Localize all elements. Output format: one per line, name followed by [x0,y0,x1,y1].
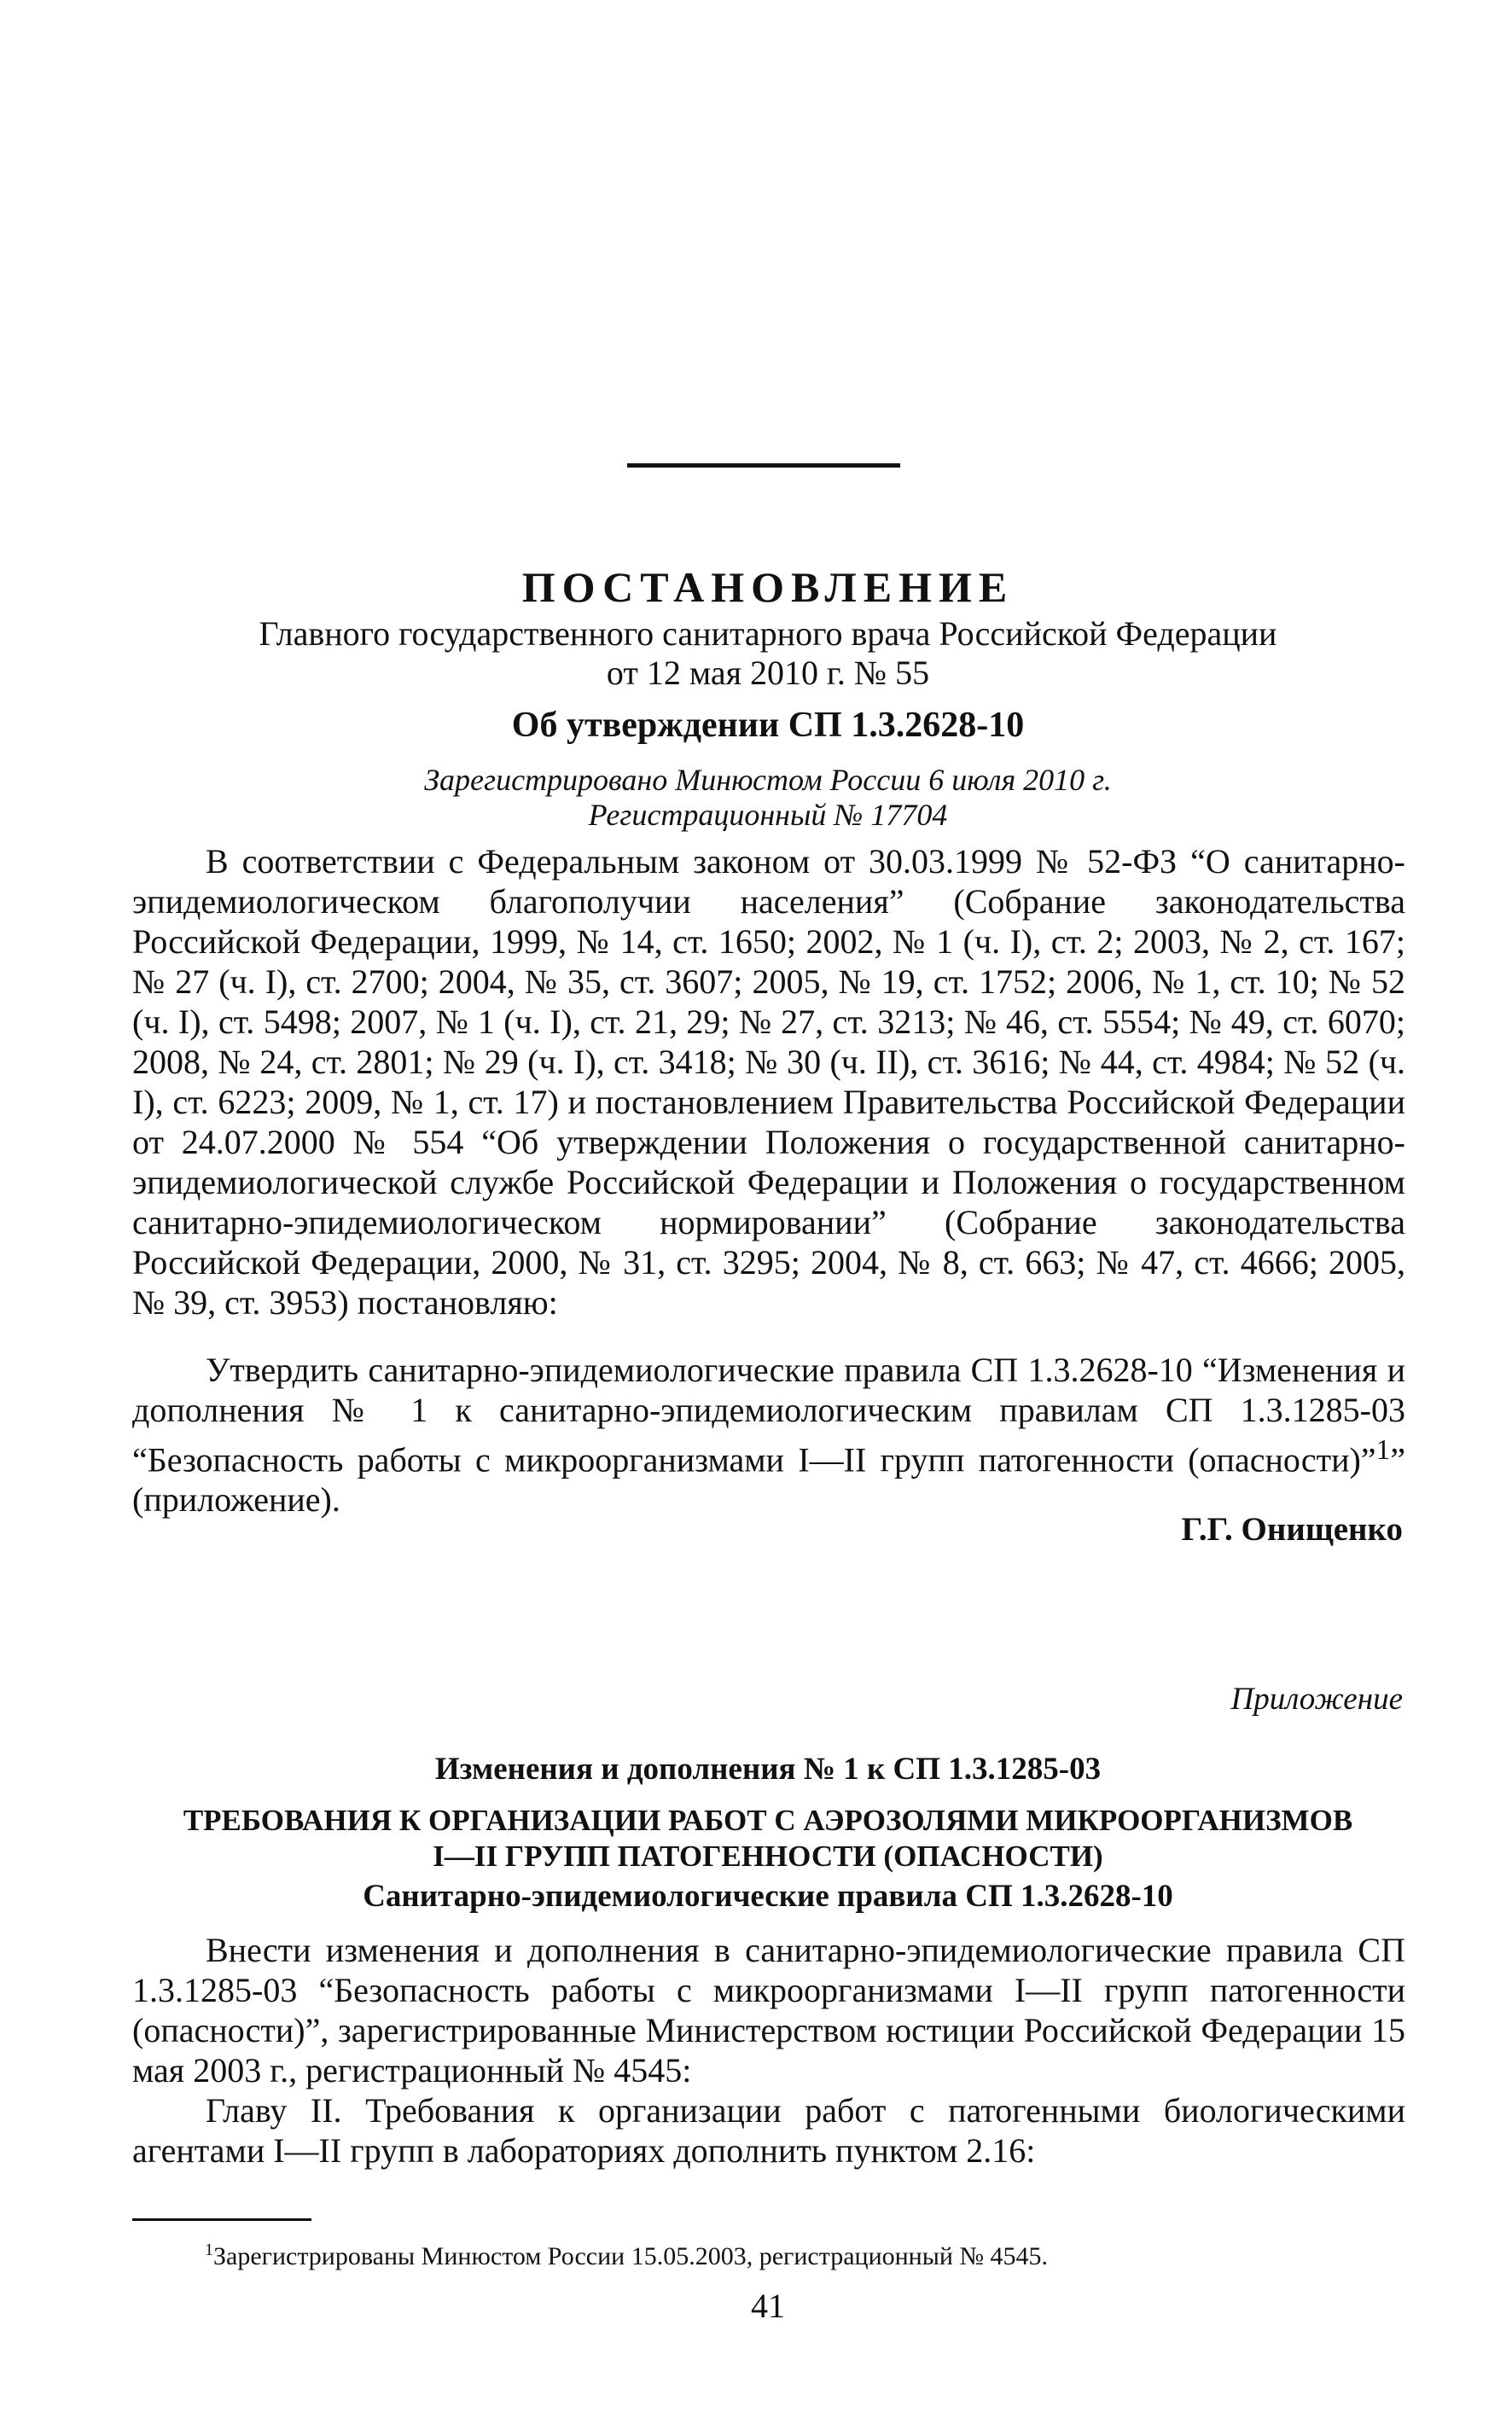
issuer-line: Главного государственного санитарного врача Российской Федерации [259,614,1277,653]
resolution-text: Утвердить санитарно-эпидемиологические правила СП 1.3.2628-10 “Изменения и дополнения № 1 к санитарно-эпидемиологическим правилам СП 1.3.1285-03 “Безопасность работы с микроорганизмами I—II групп патогенности (опасности)” [132,1351,1405,1479]
footnote-text: Зарегистрированы Минюстом России 15.05.2003, регистрационный № 4545. [213,2242,1049,2270]
date-number-line: от 12 мая 2010 г. № 55 [606,654,930,692]
footnote-reference: 1 [1375,1434,1391,1466]
requirements-title-line-2: I—II ГРУПП ПАТОГЕННОСТИ (ОПАСНОСТИ) [433,1840,1103,1873]
document-title: ПОСТАНОВЛЕНИЕ [521,563,1015,611]
subject-line: Об утверждении СП 1.3.2628-10 [511,706,1025,745]
requirements-title-line-1: ТРЕБОВАНИЯ К ОРГАНИЗАЦИИ РАБОТ С АЭРОЗОЛЯМИ МИКРООРГАНИЗМОВ [183,1804,1353,1837]
signature: Г.Г. Онищенко [1181,1511,1403,1548]
amendment-paragraph: Внести изменения и дополнения в санитарно-эпидемиологические правила СП 1.3.1285-03 “Безопасность работы с микроорганизмами I—II групп патогенности (опасности)”, зарегистрированные Министерством юстиции Российской Федерации 15 мая 2003 г., регистрационный № 4545: [132,1931,1405,2090]
footnote-mark: 1 [205,2241,213,2259]
chapter-paragraph: Главу II. Требования к организации работ с патогенными биологическими агентами I—II групп в лабораториях дополнить пунктом 2.16: [132,2091,1405,2170]
appendix-label: Приложение [1230,1682,1403,1717]
page-number: 41 [751,2287,785,2325]
rules-title: Санитарно-эпидемиологические правила СП 1.3.2628-10 [363,1879,1173,1914]
resolution-paragraph [132,1350,1405,1520]
footnote [205,2234,1048,2273]
resolution-tail: ” (приложение). [132,1440,1405,1520]
footnote-divider [132,2218,311,2221]
registration-line: Зарегистрировано Минюстом России 6 июля 2010 г. [424,763,1112,797]
preamble-paragraph: В соответствии с Федеральным законом от 30.03.1999 № 52-ФЗ “О санитарно-эпидемиологическом благополучии населения” (Собрание законодательства Российской Федерации, 1999, № 14, ст. 1650; 2002, № 1 (ч. I), ст. 2; 2003, № 2, ст. 167; № 27 (ч. I), ст. 2700; 2004, № 35, ст. 3607; 2005, № 19, ст. 1752; 2006, № 1, ст. 10; № 52 (ч. I), ст. 5498; 2007, № 1 (ч. I), ст. 21, 29; № 27, ст. 3213; № 46, ст. 5554; № 49, ст. 6070; 2008, № 24, ст. 2801; № 29 (ч. I), ст. 3418; № 30 (ч. II), ст. 3616; № 44, ст. 4984; № 52 (ч. I), ст. 6223; 2009, № 1, ст. 17) и постановлением Правительства Российской Федерации от 24.07.2000 № 554 “Об утверждении Положения о государственной санитарно-эпидемиологической службе Российской Федерации и Положения о государственном санитарно-эпидемиологическом нормировании” (Собрание законодательства Российской Федерации, 2000, № 31, ст. 3295; 2004, № 8, ст. 663; № 47, ст. 4666; 2005, № 39, ст. 3953) постановляю: [132,842,1405,1322]
registration-number-line: Регистрационный № 17704 [588,798,948,832]
amendments-title: Изменения и дополнения № 1 к СП 1.3.1285-03 [434,1752,1102,1787]
top-divider [627,463,900,468]
